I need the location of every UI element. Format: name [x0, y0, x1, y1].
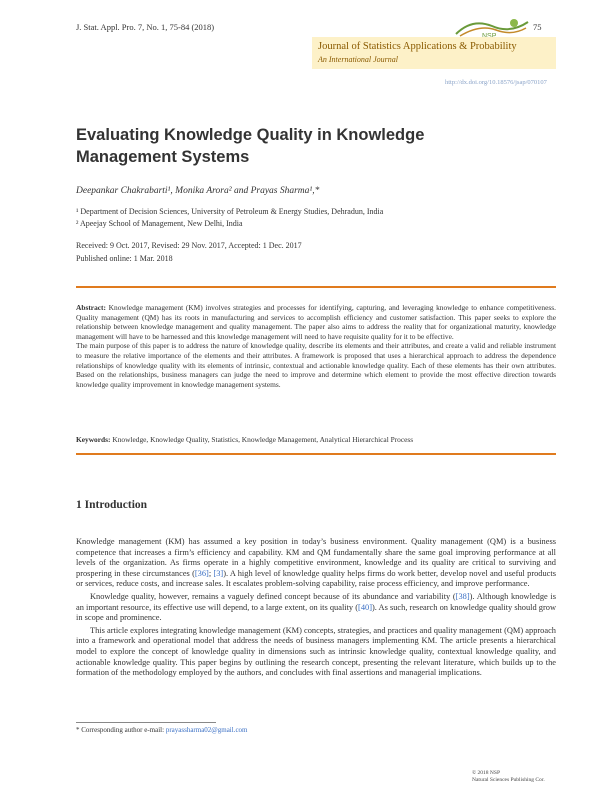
doi-link[interactable]: http://dx.doi.org/10.18576/jsap/070107: [445, 79, 547, 86]
abstract-paragraph-2: The main purpose of this paper is to address the nature of knowledge quality, describe its elements and their attributes, and create a valid and reliable instrument to measure the relative importance of the elements and their attributes. A framework is proposed that uses a hierarchical approach to address the dependence relationships of knowledge quality with its elements of intrinsic, contextual and actionable knowledge quality. Each of these elements has their own attributes. Based on the relationships, business managers can judge the need to improve and determine which element to provide the most effective direction towards knowledge quality improvement in knowledge management systems.: [76, 341, 556, 389]
section-heading: 1 Introduction: [76, 499, 148, 511]
top-divider: [76, 286, 556, 288]
abstract-paragraph-1: Knowledge management (KM) involves strategies and processes for identifying, capturing, and leveraging knowledge to enhance competitiveness. Quality management (QM) has its roots in manufacturing and services to accomplish efficiency and customer satisfaction. This paper seeks to explore the relationship between knowledge management and quality management. The paper also aims to address the reality that for organizational maturity, knowledge management will have to be harnessed and this knowledge management will need to have requisite quality for it to be effective.: [76, 303, 556, 341]
keywords: [76, 435, 556, 444]
citation-link[interactable]: [36]: [194, 568, 209, 578]
published-online: Published online: 1 Mar. 2018: [76, 254, 173, 263]
citation-link[interactable]: [40]: [358, 602, 372, 612]
footnote-rule: [76, 722, 216, 723]
body-text: Knowledge quality, however, remains a vaguely defined concept because of its abundance and variability (: [90, 591, 456, 601]
journal-title: Journal of Statistics Applications & Probability: [318, 41, 517, 52]
citation-link[interactable]: [3]: [213, 568, 224, 578]
section-body: [76, 537, 556, 679]
journal-subtitle: An International Journal: [318, 55, 398, 64]
body-paragraph-1: [76, 537, 556, 590]
body-text: ). A high level of knowledge quality helps firms do work better, develop novel and useful products or services, reduce costs, and increase sales. It escalates problem-solving capability, raise process efficiency, and improve performance.: [76, 568, 556, 589]
abstract: [76, 303, 556, 389]
footnote-label: * Corresponding author e-mail:: [76, 726, 166, 734]
affiliation-1: ¹ Department of Decision Sciences, University of Petroleum & Energy Studies, Dehradun, India: [76, 207, 384, 216]
abstract-label: Abstract:: [76, 303, 106, 312]
footnote: [76, 726, 248, 734]
citation-link[interactable]: [38]: [455, 591, 470, 601]
article-title: Evaluating Knowledge Quality in Knowledge Management Systems: [76, 126, 425, 166]
bottom-divider: [76, 453, 556, 455]
copyright-line-2: Natural Sciences Publishing Cor.: [472, 777, 545, 783]
body-text: ). Although knowledge is an important resource, its effective use will depend, to a large extent, on its quality (: [76, 591, 556, 612]
keywords-label: Keywords:: [76, 435, 111, 444]
body-paragraph-3: This article explores integrating knowledge management (KM) concepts, strategies, and practices and quality management (QM) approach into a framework and operational model that address the needs of business managers implementing KM. The article presents a hierarchical model to explore the concept of knowledge quality in dimensions such as intrinsic knowledge quality, contextual knowledge quality, and actionable knowledge quality. This paper begins by outlining the research concept, presenting the relevant literature, which builds up to the formation of the methodology employed by the authors, and concludes with final assertions and managerial implications.: [76, 625, 556, 678]
body-text: ). As such, research on knowledge quality should grow in scope and prominence.: [76, 602, 556, 623]
author-list: Deepankar Chakrabarti¹, Monika Arora² and Prayas Sharma¹,*: [76, 186, 320, 196]
keywords-text: Knowledge, Knowledge Quality, Statistics, Knowledge Management, Analytical Hierarchical Process: [112, 435, 414, 444]
page-number: 75: [533, 22, 542, 32]
running-head: J. Stat. Appl. Pro. 7, No. 1, 75-84 (2018): [76, 22, 215, 32]
body-paragraph-2: [76, 592, 556, 624]
body-text: ;: [208, 568, 214, 578]
email-link[interactable]: prayassharma02@gmail.com: [165, 726, 248, 734]
affiliation-2: ² Apeejay School of Management, New Delhi, India: [76, 219, 243, 228]
received-dates: Received: 9 Oct. 2017, Revised: 29 Nov. 2017, Accepted: 1 Dec. 2017: [76, 241, 302, 250]
body-text: Knowledge management (KM) has assumed a key position in today’s business environment. Quality management (QM) is a business competence that increases a firm’s efficiency and capability. KM and QM fundamentally share the same goal improving performance at all levels of the organization. As firms operate in a highly competitive environment, knowledge and its quality are critical to surviving and prospering in these circumstances (: [76, 537, 556, 578]
copyright: [472, 770, 545, 784]
copyright-line-1: © 2018 NSP: [472, 770, 501, 776]
